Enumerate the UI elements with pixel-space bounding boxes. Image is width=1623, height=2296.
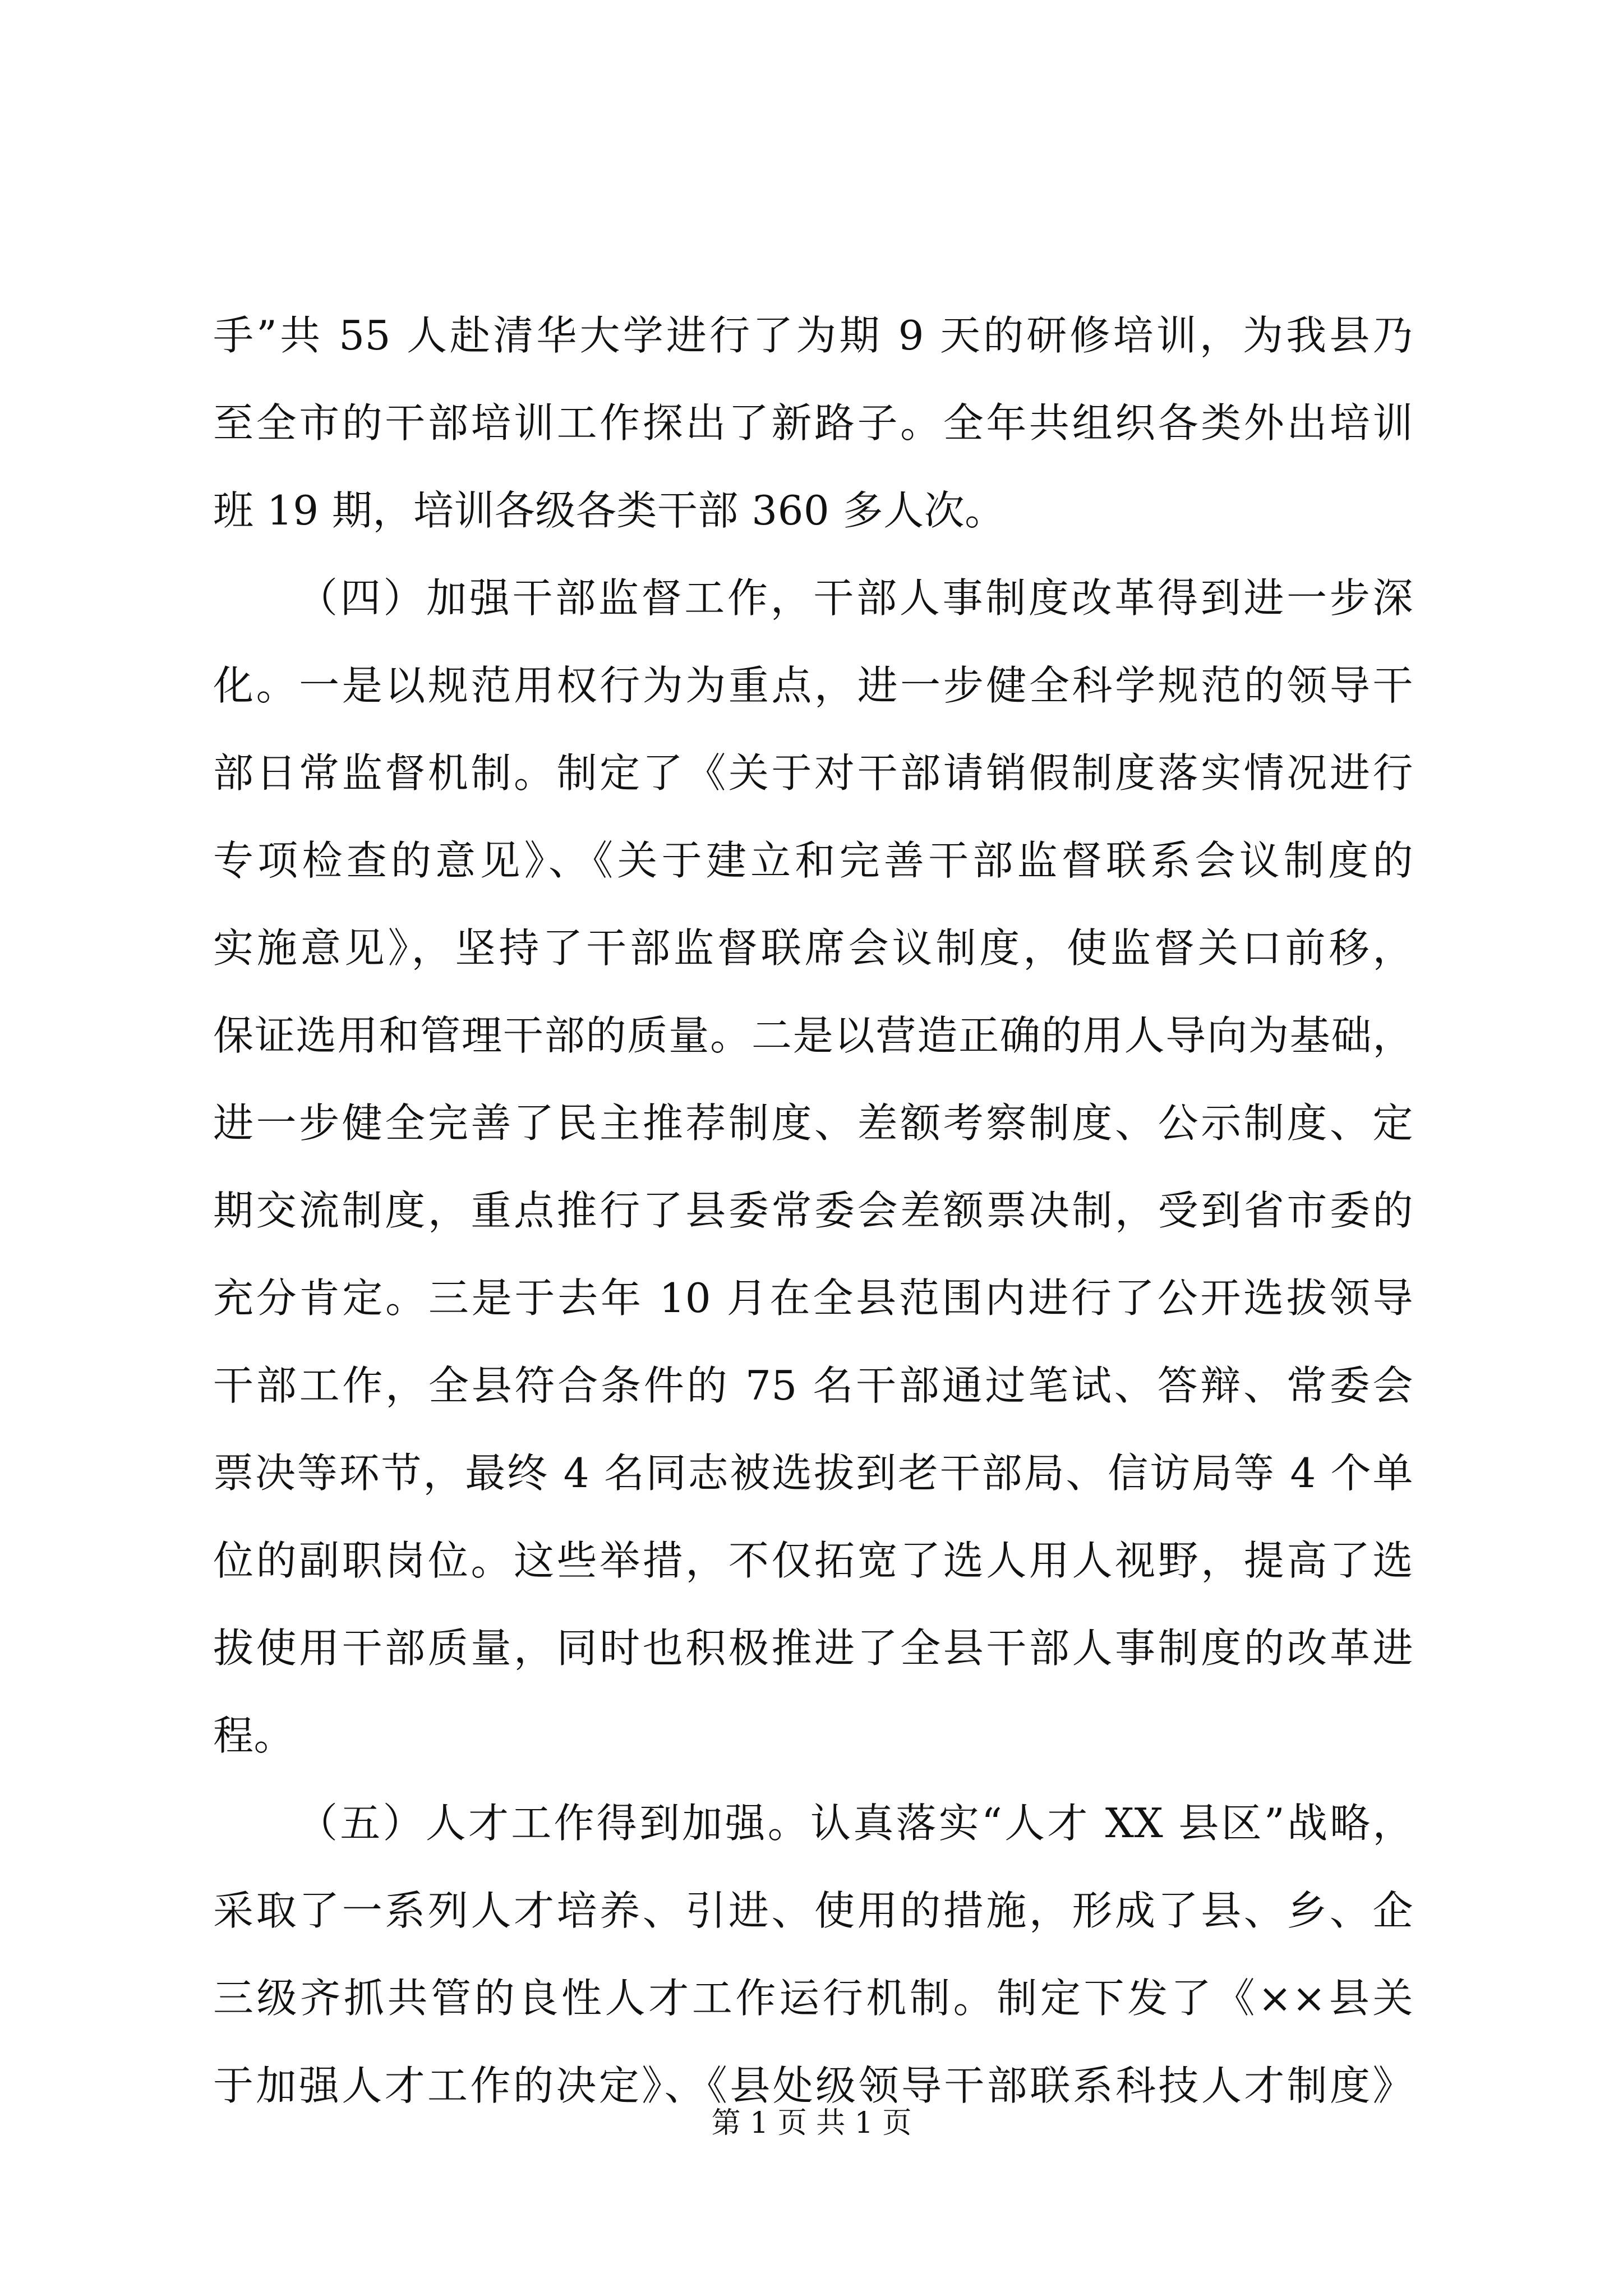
text-line: 专项检查的意见》、《关于建立和完善干部监督联系会议制度的	[213, 837, 1413, 884]
paragraph-heading-line: （五）人才工作得到加强。认真落实“人才 XX 县区”战略，	[297, 1800, 1413, 1847]
text-line: 期交流制度，重点推行了县委常委会差额票决制，受到省市委的	[213, 1187, 1413, 1234]
page-number-label: 第 1 页 共 1 页	[711, 2106, 912, 2140]
text-line: 保证选用和管理干部的质量。二是以营造正确的用人导向为基础，	[213, 1012, 1413, 1059]
text-line: 采取了一系列人才培养、引进、使用的措施，形成了县、乡、企	[213, 1887, 1413, 1934]
text-line: 干部工作，全县符合条件的 75 名干部通过笔试、答辩、常委会	[213, 1362, 1413, 1409]
text-line: 班 19 期，培训各级各类干部 360 多人次。	[213, 487, 1006, 534]
page-footer	[0, 2101, 1623, 2146]
body-text	[213, 292, 1413, 2129]
text-line: 拔使用干部质量，同时也积极推进了全县干部人事制度的改革进	[213, 1625, 1413, 1672]
text-line: 手”共 55 人赴清华大学进行了为期 9 天的研修培训，为我县乃	[213, 312, 1413, 359]
text-line: 充分肯定。三是于去年 10 月在全县范围内进行了公开选拔领导	[213, 1274, 1413, 1322]
text-line: 至全市的干部培训工作探出了新路子。全年共组织各类外出培训	[213, 399, 1413, 447]
text-line: 实施意见》，坚持了干部监督联席会议制度，使监督关口前移，	[213, 924, 1413, 972]
paragraph-heading-line: （四）加强干部监督工作，干部人事制度改革得到进一步深	[297, 574, 1413, 622]
text-line: 程。	[213, 1712, 295, 1759]
text-line: 部日常监督机制。制定了《关于对干部请销假制度落实情况进行	[213, 749, 1413, 797]
text-line: 进一步健全完善了民主推荐制度、差额考察制度、公示制度、定	[213, 1099, 1413, 1147]
text-line: 三级齐抓共管的良性人才工作运行机制。制定下发了《××县关	[213, 1975, 1413, 2022]
text-line: 化。一是以规范用权行为为重点，进一步健全科学规范的领导干	[213, 662, 1413, 709]
text-line: 于加强人才工作的决定》、《县处级领导干部联系科技人才制度》	[213, 2062, 1413, 2109]
text-line: 位的副职岗位。这些举措，不仅拓宽了选人用人视野，提高了选	[213, 1537, 1413, 1584]
text-line: 票决等环节，最终 4 名同志被选拔到老干部局、信访局等 4 个单	[213, 1450, 1413, 1497]
